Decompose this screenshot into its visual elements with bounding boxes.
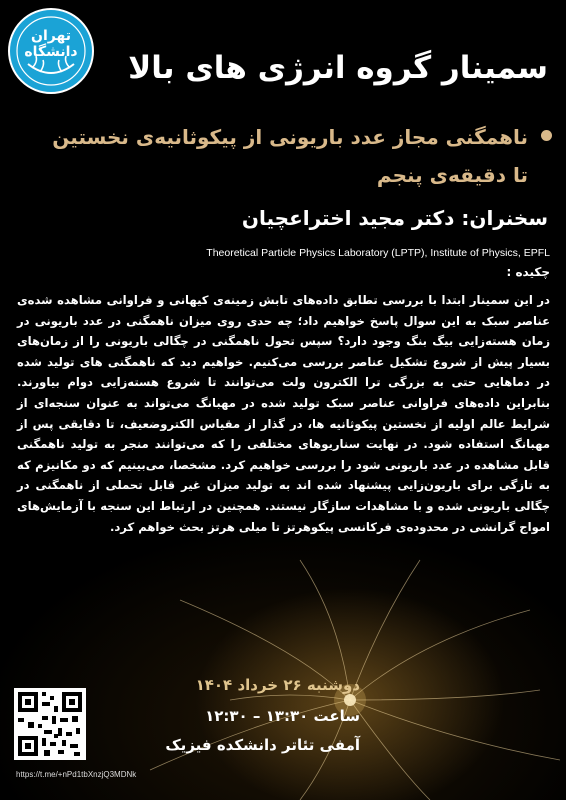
bullet-icon — [541, 130, 552, 141]
qr-code-icon — [14, 688, 86, 760]
event-date: دوشنبه ۲۶ خرداد ۱۴۰۴ — [195, 676, 360, 694]
university-logo — [8, 8, 94, 94]
event-time: ساعت ۱۳:۳۰ – ۱۲:۳۰ — [205, 707, 360, 725]
abstract-label: چکیده : — [506, 265, 550, 279]
talk-title-line1: ناهمگنی مجاز عدد باریونی از پیکوثانیه‌ی نخستین — [52, 125, 528, 149]
talk-title — [32, 118, 552, 194]
event-venue: آمفی تئاتر دانشکده فیزیک — [165, 736, 360, 754]
page-title: سمینار گروه انرژی های بالا — [128, 50, 548, 86]
qr-code[interactable] — [14, 688, 86, 760]
logo-text-line2: تهران — [31, 28, 71, 44]
logo-text — [10, 28, 92, 60]
speaker-affiliation: Theoretical Particle Physics Laboratory (LPTP), Institute of Physics, EPFL — [206, 247, 550, 259]
logo-text-line1: دانشگاه — [24, 44, 78, 60]
abstract-text: در این سمینار ابتدا با بررسی تطابق داده‌های تابش زمینه‌ی کیهانی و فراوانی مشاهده شده‌ی عناصر سبک به این سوال پاسخ خواهیم داد؛ چه حدی روی میزان ناهمگنی در عدد باریونی در زمان هسته‌زایی بیگ بنگ وجود دارد؟ سپس تحول ناهمگنی در چگالی باریونی را از زمان‌های بسیار پیش از شروع تشکیل عناصر بررسی می‌کنیم. خواهیم دید که ناهمگنی های تولید شده در دماهایی حتی به بزرگی ترا الکترون ولت می‌توانند تا شروع هسته‌زایی دوام بیاورند. بنابراین داده‌های فراوانی عناصر سبک تولید شده در مهبانگ می‌تواند به عنوان سنجه‌ای از شرایط عالم اولیه از نخستین پیکوثانیه ها، در گذار از مقیاس الکتروضعیف، تا دقایقی پس از مهبانگ استفاده شود. در نهایت سناریوهای مختلفی را که می‌توانند منجر به تولید ناهمگنی قابل مشاهده در عدد باریونی شود را بررسی خواهیم کرد. مشخصا، می‌بینیم که دو مکانیزم که به تازگی برای باریون‌زایی پیشنهاد شده اند به تولید میزان غیر قابل تحملی از ناهمگنی در چگالی باریونی شده و با مشاهدات سازگار نیستند. همچنین در ارتباط این سنجه با آزمایش‌های امواج گرانشی در محدوده‌ی فرکانسی پیکوهرتز تا میلی هرتز بحث خواهم کرد. — [17, 293, 550, 534]
telegram-link[interactable]: https://t.me/+nPd1tbXnzjQ3MDNk — [16, 770, 137, 779]
talk-title-line2: تا دقیقه‌ی پنجم — [376, 163, 528, 187]
speaker-name: سخنران: دکتر مجید اختراعچیان — [241, 206, 548, 230]
